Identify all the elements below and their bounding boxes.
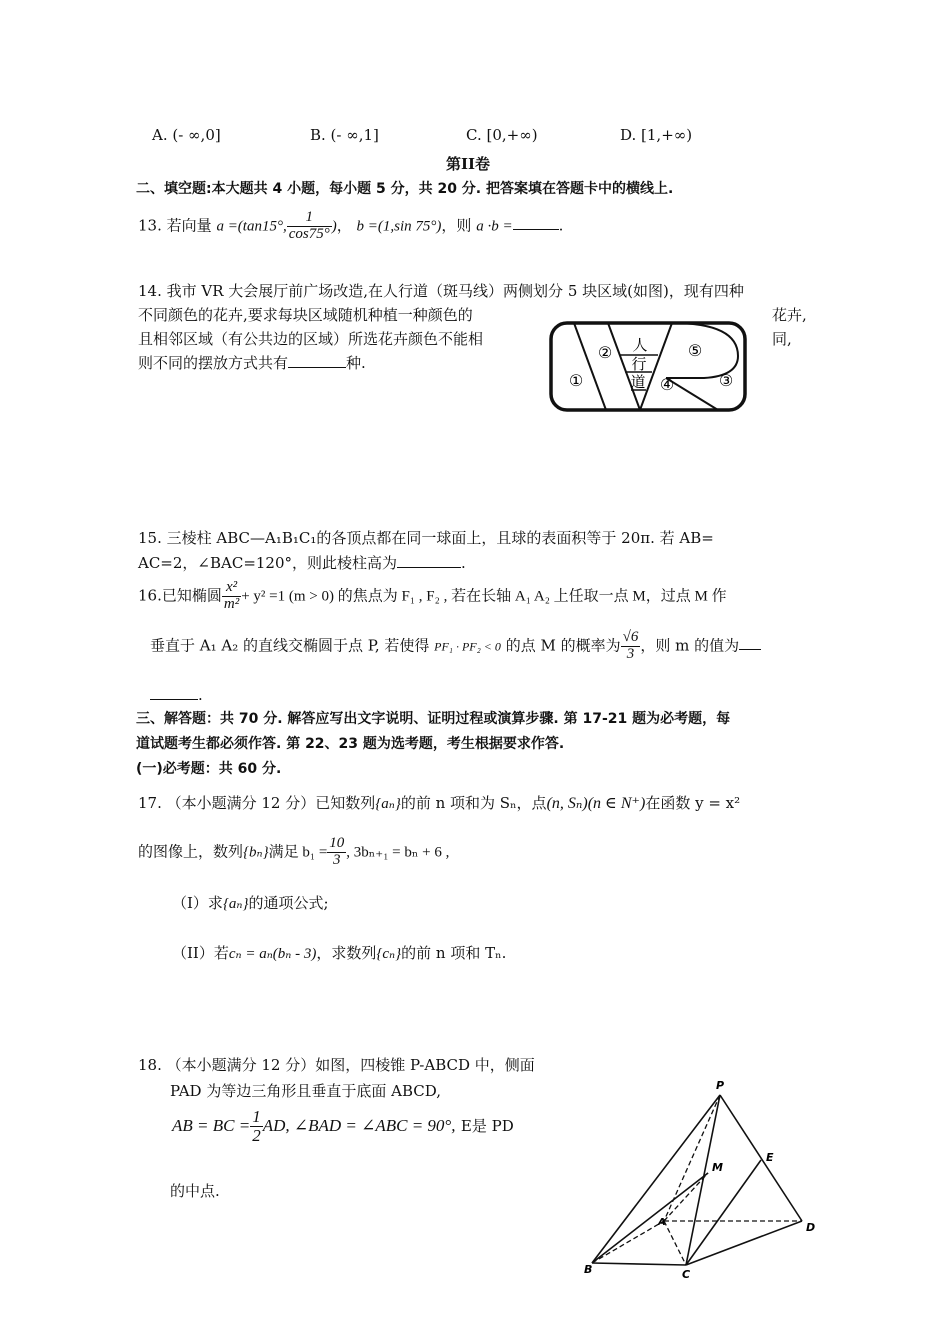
point-m-label: M — [712, 1161, 723, 1174]
crosswalk-text-xing: 行 — [631, 355, 647, 373]
fill-in-header: 二、填空题:本大题共 4 小题，每小题 5 分，共 20 分. 把答案填在答题卡中的横线上. — [136, 181, 674, 197]
q15-answer-blank — [397, 567, 461, 568]
region-4-label: ④ — [659, 375, 675, 394]
q14-line2-left: 不同颜色的花卉,要求每块区域随机种植一种颜色的 — [138, 306, 473, 324]
vertex-b-label: B — [584, 1263, 593, 1276]
region-3-label: ③ — [718, 371, 734, 390]
section-title: 第II卷 — [446, 155, 491, 173]
q17-part1: （I）求{aₙ}的通项公式; — [172, 894, 329, 912]
crosswalk-text-ren: 人 — [632, 336, 648, 354]
option-d: D. [1,+∞) — [620, 126, 693, 144]
q13-prefix: 若向量 — [166, 216, 212, 235]
solve-header-line2: 道试题考生都必须作答. 第 22、23 题为选考题，考生根据要求作答. — [136, 736, 565, 752]
q14-answer-blank — [288, 367, 346, 368]
q13-dot-product: a ·b = — [476, 218, 513, 235]
q13-number: 13. — [138, 216, 162, 235]
vertex-c-label: C — [682, 1268, 691, 1280]
vertex-d-label: D — [806, 1221, 816, 1234]
q13-answer-blank — [513, 229, 559, 230]
q16-line3: . — [150, 686, 203, 704]
crosswalk-text-dao: 道 — [630, 373, 646, 391]
q16-probability: $\frac{√6}{3}$ — [622, 629, 639, 662]
q16-vector-condition: PF₁ · PF₂ < 0 — [434, 639, 501, 654]
solve-header-line1: 三、解答题：共 70 分. 解答应写出文字说明、证明过程或演算步骤. 第 17-21 题为必考题，每 — [136, 711, 731, 727]
q17-c-formula: cₙ = aₙ(bₙ - 3) — [228, 946, 317, 962]
region-1-label: ① — [568, 371, 584, 390]
q18-line4: 的中点. — [170, 1182, 220, 1200]
q17-part2: （II）若cₙ = aₙ(bₙ - 3)，求数列{cₙ}的前 n 项和 Tₙ. — [172, 944, 507, 962]
q15-line1: 15. 三棱柱 ABC—A₁B₁C₁的各顶点都在同一球面上，且球的表面积等于 20π. 若 AB= — [138, 529, 714, 547]
region-2-label: ② — [597, 343, 613, 362]
region-5-label: ⑤ — [687, 341, 703, 360]
vertex-p-label: P — [716, 1079, 725, 1092]
option-c: C. [0,+∞) — [466, 126, 538, 144]
q15-line2: AC=2，∠BAC=120°，则此棱柱高为 . — [138, 554, 466, 572]
q16-answer-blank — [150, 699, 198, 700]
q14-line1: 14. 我市 VR 大会展厅前广场改造,在人行道（斑马线）两侧划分 5 块区域(如图)，现有四种 — [138, 282, 744, 300]
q13-vector-b: b =(1,sin 75°) — [356, 218, 442, 235]
option-b: B. (- ∞,1] — [310, 126, 379, 144]
q18-half-fraction: $\frac{1}{2}$ — [252, 1107, 261, 1145]
q16-line1: 16.已知椭圆 $\frac{\text{x²}}{\text{m²}}$ + y² =1 (m > 0) 的焦点为 F₁ , F₂ , 若在长轴 A₁ A₂ 上任取一点 M，过点 M 作 — [138, 579, 727, 612]
q17-b1-fraction: $\frac{10}{3}$ — [329, 835, 345, 868]
crosswalk-figure — [548, 320, 748, 418]
q18-line2: PAD 为等边三角形且垂直于底面 ABCD, — [170, 1082, 441, 1100]
q16-ellipse-fraction: $\frac{\text{x²}}{\text{m²}}$ — [223, 579, 240, 612]
q17-line2: 的图像上，数列{bₙ}满足 b₁ = $\frac{10}{3}$ , 3bₙ₊₁ = bₙ + 6 , — [138, 835, 450, 868]
q17-point: (n, Sₙ)(n ∈ N⁺) — [546, 795, 646, 812]
q17-line1: 17. （本小题满分 12 分）已知数列{aₙ}的前 n 项和为 Sₙ，点(n, Sₙ)(n ∈ N⁺)在函数 y = x² — [138, 794, 741, 812]
q13-vector-a: a =(tan15°, — [216, 218, 287, 235]
q14-line3-left: 且相邻区域（有公共边的区域）所选花卉颜色不能相 — [138, 330, 484, 348]
q16-line2: 垂直于 A₁ A₂ 的直线交椭圆于点 P, 若使得 PF₁ · PF₂ < 0 的点 M 的概率为 $\frac{√6}{3}$ ，则 m 的值为 — [150, 630, 761, 663]
q18-line1: 18. （本小题满分 12 分）如图，四棱锥 P-ABCD 中，侧面 — [138, 1056, 535, 1074]
q14-line4: 则不同的摆放方式共有 种. — [138, 354, 366, 372]
required-header: (一)必考题：共 60 分. — [136, 761, 282, 777]
q17-sequence-a: {aₙ} — [375, 796, 401, 812]
q14-line3-right: 同, — [772, 330, 792, 348]
point-e-label: E — [766, 1151, 774, 1164]
q13-fraction: $\frac{1}{\cos 75^\circ}$ — [288, 209, 330, 242]
pyramid-figure — [580, 1075, 820, 1284]
vertex-a-label: A — [658, 1217, 666, 1228]
q14-line2-right: 花卉, — [772, 306, 807, 324]
q17-sequence-b: {bₙ} — [243, 844, 269, 861]
q18-formula: AB = BC = $\frac{1}{2}$ AD, ∠BAD = ∠ABC = 90°, E是 PD — [172, 1107, 514, 1145]
option-a: A. (- ∞,0] — [152, 126, 221, 144]
q13: 13. 若向量 a =(tan15°, $\frac{1}{\cos 75^\circ}$ )， b =(1,sin 75°)，则 a ·b = . — [138, 209, 564, 242]
